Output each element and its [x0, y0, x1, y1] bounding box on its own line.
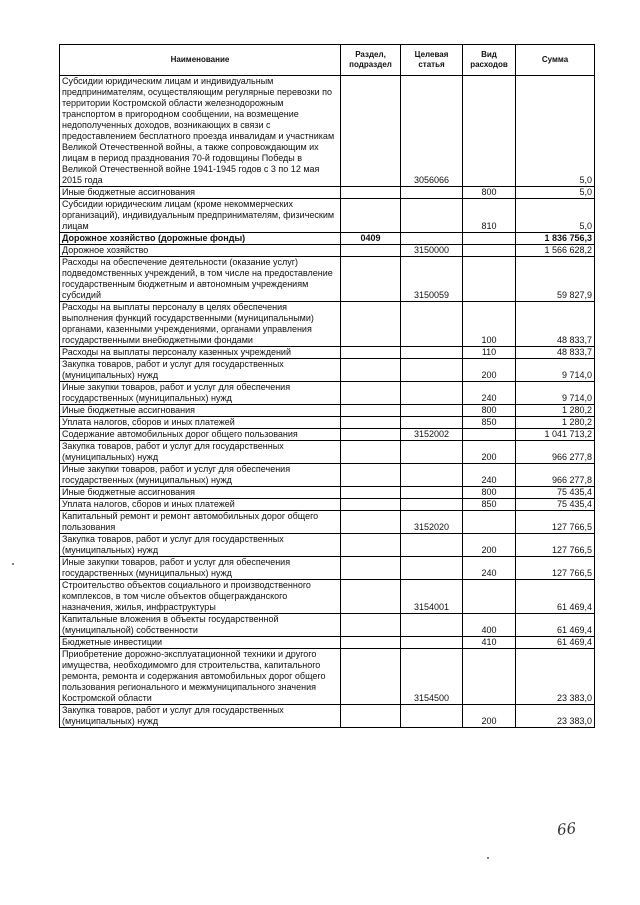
table-header-row [60, 45, 595, 76]
cell-sum: 5,0 [516, 199, 595, 233]
cell-expense-type: 800 [463, 487, 516, 499]
scan-speck [487, 857, 489, 859]
budget-table [59, 44, 595, 728]
cell-section [341, 347, 401, 359]
cell-sum: 59 827,9 [516, 257, 595, 302]
cell-target [401, 359, 463, 382]
cell-section [341, 417, 401, 429]
cell-expense-type: 800 [463, 405, 516, 417]
page-number: 66 [556, 819, 577, 839]
cell-target: 3150000 [401, 245, 463, 257]
cell-name: Дорожное хозяйство [60, 245, 341, 257]
table-row [60, 359, 595, 382]
cell-sum: 966 277,8 [516, 464, 595, 487]
cell-name: Капитальный ремонт и ремонт автомобильных дорог общего пользования [60, 511, 341, 534]
cell-expense-type: 100 [463, 302, 516, 347]
cell-name: Дорожное хозяйство (дорожные фонды) [60, 233, 341, 245]
cell-name: Строительство объектов социального и производственного комплексов, в том числе объектов общегражданского назначения, жилья, инфраструктуры [60, 580, 341, 614]
cell-expense-type [463, 429, 516, 441]
cell-target [401, 464, 463, 487]
cell-sum: 1 566 628,2 [516, 245, 595, 257]
cell-section [341, 534, 401, 557]
cell-name: Закупка товаров, работ и услуг для государственных (муниципальных) нужд [60, 705, 341, 728]
cell-expense-type: 850 [463, 499, 516, 511]
cell-sum: 61 469,4 [516, 580, 595, 614]
cell-section [341, 245, 401, 257]
cell-expense-type: 110 [463, 347, 516, 359]
cell-expense-type [463, 233, 516, 245]
cell-name: Уплата налогов, сборов и иных платежей [60, 499, 341, 511]
cell-name: Иные закупки товаров, работ и услуг для обеспечения государственных (муниципальных) нужд [60, 557, 341, 580]
cell-target [401, 441, 463, 464]
cell-sum: 48 833,7 [516, 302, 595, 347]
cell-section [341, 557, 401, 580]
header-target: Целевая статья [401, 45, 463, 76]
cell-target: 3154500 [401, 649, 463, 705]
cell-section [341, 76, 401, 187]
cell-sum: 9 714,0 [516, 359, 595, 382]
cell-target: 3152002 [401, 429, 463, 441]
cell-sum: 1 041 713,2 [516, 429, 595, 441]
cell-name: Иные бюджетные ассигнования [60, 187, 341, 199]
cell-section: 0409 [341, 233, 401, 245]
cell-sum: 127 766,5 [516, 557, 595, 580]
cell-name: Капитальные вложения в объекты государственной (муниципальной) собственности [60, 614, 341, 637]
cell-expense-type: 800 [463, 187, 516, 199]
cell-target [401, 705, 463, 728]
table-row [60, 199, 595, 233]
cell-section [341, 187, 401, 199]
table-row [60, 580, 595, 614]
cell-name: Расходы на обеспечение деятельности (оказание услуг) подведомственных учреждений, в том числе на предоставление государственным бюджетным и автономным учреждениям субсидий [60, 257, 341, 302]
cell-section [341, 199, 401, 233]
cell-name: Расходы на выплаты персоналу казенных учреждений [60, 347, 341, 359]
cell-expense-type [463, 76, 516, 187]
cell-sum: 127 766,5 [516, 511, 595, 534]
cell-name: Бюджетные инвестиции [60, 637, 341, 649]
cell-sum: 23 383,0 [516, 649, 595, 705]
cell-sum: 5,0 [516, 187, 595, 199]
cell-name: Субсидии юридическим лицам и индивидуальным предпринимателям, осуществляющим регулярные перевозки по территории Костромской области железнодорожным транспортом в пригородном сообщении, на возмещение недополученных доходов, возникающих в связи с предоставлением бесплатного проезда инвалидам и участникам Великой Отечественной войны, а также сопровождающим их лицам в период празднования 70-й годовщины Победы в Великой Отечественной войне 1941-1945 годов с 3 по 12 мая 2015 года [60, 76, 341, 187]
cell-name: Уплата налогов, сборов и иных платежей [60, 417, 341, 429]
cell-target: 3150059 [401, 257, 463, 302]
cell-sum: 75 435,4 [516, 487, 595, 499]
cell-section [341, 580, 401, 614]
cell-target [401, 405, 463, 417]
header-section: Раздел, подраздел [341, 45, 401, 76]
table-row [60, 534, 595, 557]
cell-sum: 23 383,0 [516, 705, 595, 728]
cell-target [401, 233, 463, 245]
cell-name: Приобретение дорожно-эксплуатационной техники и другого имущества, необходимомго для строительства, капитального ремонта, ремонта и содержания автомобильных дорог общего пользования регионального и межмуниципального значения Костромской области [60, 649, 341, 705]
cell-target: 3056066 [401, 76, 463, 187]
table-row [60, 76, 595, 187]
table-row [60, 649, 595, 705]
cell-name: Иные закупки товаров, работ и услуг для обеспечения государственных (муниципальных) нужд [60, 382, 341, 405]
cell-name: Закупка товаров, работ и услуг для государственных (муниципальных) нужд [60, 441, 341, 464]
cell-section [341, 511, 401, 534]
cell-expense-type: 200 [463, 359, 516, 382]
cell-target [401, 534, 463, 557]
table-row [60, 705, 595, 728]
header-expense-type: Вид расходов [463, 45, 516, 76]
cell-expense-type: 200 [463, 441, 516, 464]
cell-expense-type: 400 [463, 614, 516, 637]
cell-target [401, 417, 463, 429]
cell-section [341, 405, 401, 417]
cell-expense-type: 240 [463, 464, 516, 487]
cell-sum: 127 766,5 [516, 534, 595, 557]
table-row [60, 511, 595, 534]
table-row [60, 464, 595, 487]
table-row [60, 405, 595, 417]
table-row [60, 487, 595, 499]
table-row [60, 441, 595, 464]
cell-section [341, 614, 401, 637]
cell-name: Содержание автомобильных дорог общего пользования [60, 429, 341, 441]
cell-sum: 75 435,4 [516, 499, 595, 511]
cell-target: 3152020 [401, 511, 463, 534]
cell-section [341, 257, 401, 302]
cell-expense-type: 410 [463, 637, 516, 649]
cell-expense-type [463, 245, 516, 257]
cell-sum: 1 280,2 [516, 417, 595, 429]
cell-section [341, 487, 401, 499]
cell-sum: 9 714,0 [516, 382, 595, 405]
cell-name: Иные бюджетные ассигнования [60, 405, 341, 417]
cell-section [341, 649, 401, 705]
cell-expense-type: 810 [463, 199, 516, 233]
table-row [60, 302, 595, 347]
table-row [60, 637, 595, 649]
cell-section [341, 499, 401, 511]
cell-target: 3154001 [401, 580, 463, 614]
cell-expense-type [463, 511, 516, 534]
cell-sum: 1 836 756,3 [516, 233, 595, 245]
cell-section [341, 429, 401, 441]
table-row [60, 417, 595, 429]
cell-sum: 61 469,4 [516, 614, 595, 637]
cell-sum: 1 280,2 [516, 405, 595, 417]
table-row [60, 233, 595, 245]
table-row [60, 347, 595, 359]
cell-name: Расходы на выплаты персоналу в целях обеспечения выполнения функций государственными (муниципальными) органами, казенными учреждениями, органами управления государственными внебюджетными фондами [60, 302, 341, 347]
cell-expense-type [463, 649, 516, 705]
cell-sum: 966 277,8 [516, 441, 595, 464]
cell-target [401, 347, 463, 359]
cell-name: Субсидии юридическим лицам (кроме некоммерческих организаций), индивидуальным предпринимателям, физическим лицам [60, 199, 341, 233]
cell-target [401, 382, 463, 405]
cell-expense-type [463, 580, 516, 614]
cell-section [341, 441, 401, 464]
cell-section [341, 705, 401, 728]
cell-sum: 48 833,7 [516, 347, 595, 359]
table-body [60, 76, 595, 728]
cell-name: Закупка товаров, работ и услуг для государственных (муниципальных) нужд [60, 359, 341, 382]
cell-section [341, 302, 401, 347]
cell-expense-type: 850 [463, 417, 516, 429]
cell-target [401, 187, 463, 199]
scan-speck [12, 563, 14, 565]
table-row [60, 257, 595, 302]
cell-expense-type: 240 [463, 557, 516, 580]
cell-expense-type [463, 257, 516, 302]
cell-target [401, 637, 463, 649]
cell-sum: 5,0 [516, 76, 595, 187]
table-row [60, 245, 595, 257]
cell-name: Закупка товаров, работ и услуг для государственных (муниципальных) нужд [60, 534, 341, 557]
cell-target [401, 557, 463, 580]
table-row [60, 614, 595, 637]
header-sum: Сумма [516, 45, 595, 76]
cell-target [401, 614, 463, 637]
cell-section [341, 637, 401, 649]
cell-target [401, 487, 463, 499]
table-row [60, 499, 595, 511]
cell-target [401, 302, 463, 347]
table-row [60, 382, 595, 405]
cell-section [341, 382, 401, 405]
cell-expense-type: 200 [463, 705, 516, 728]
cell-name: Иные закупки товаров, работ и услуг для обеспечения государственных (муниципальных) нужд [60, 464, 341, 487]
header-name: Наименование [60, 45, 341, 76]
cell-sum: 61 469,4 [516, 637, 595, 649]
cell-expense-type: 200 [463, 534, 516, 557]
cell-name: Иные бюджетные ассигнования [60, 487, 341, 499]
cell-section [341, 464, 401, 487]
cell-expense-type: 240 [463, 382, 516, 405]
table-row [60, 187, 595, 199]
cell-section [341, 359, 401, 382]
cell-target [401, 199, 463, 233]
table-row [60, 429, 595, 441]
cell-target [401, 499, 463, 511]
table-row [60, 557, 595, 580]
